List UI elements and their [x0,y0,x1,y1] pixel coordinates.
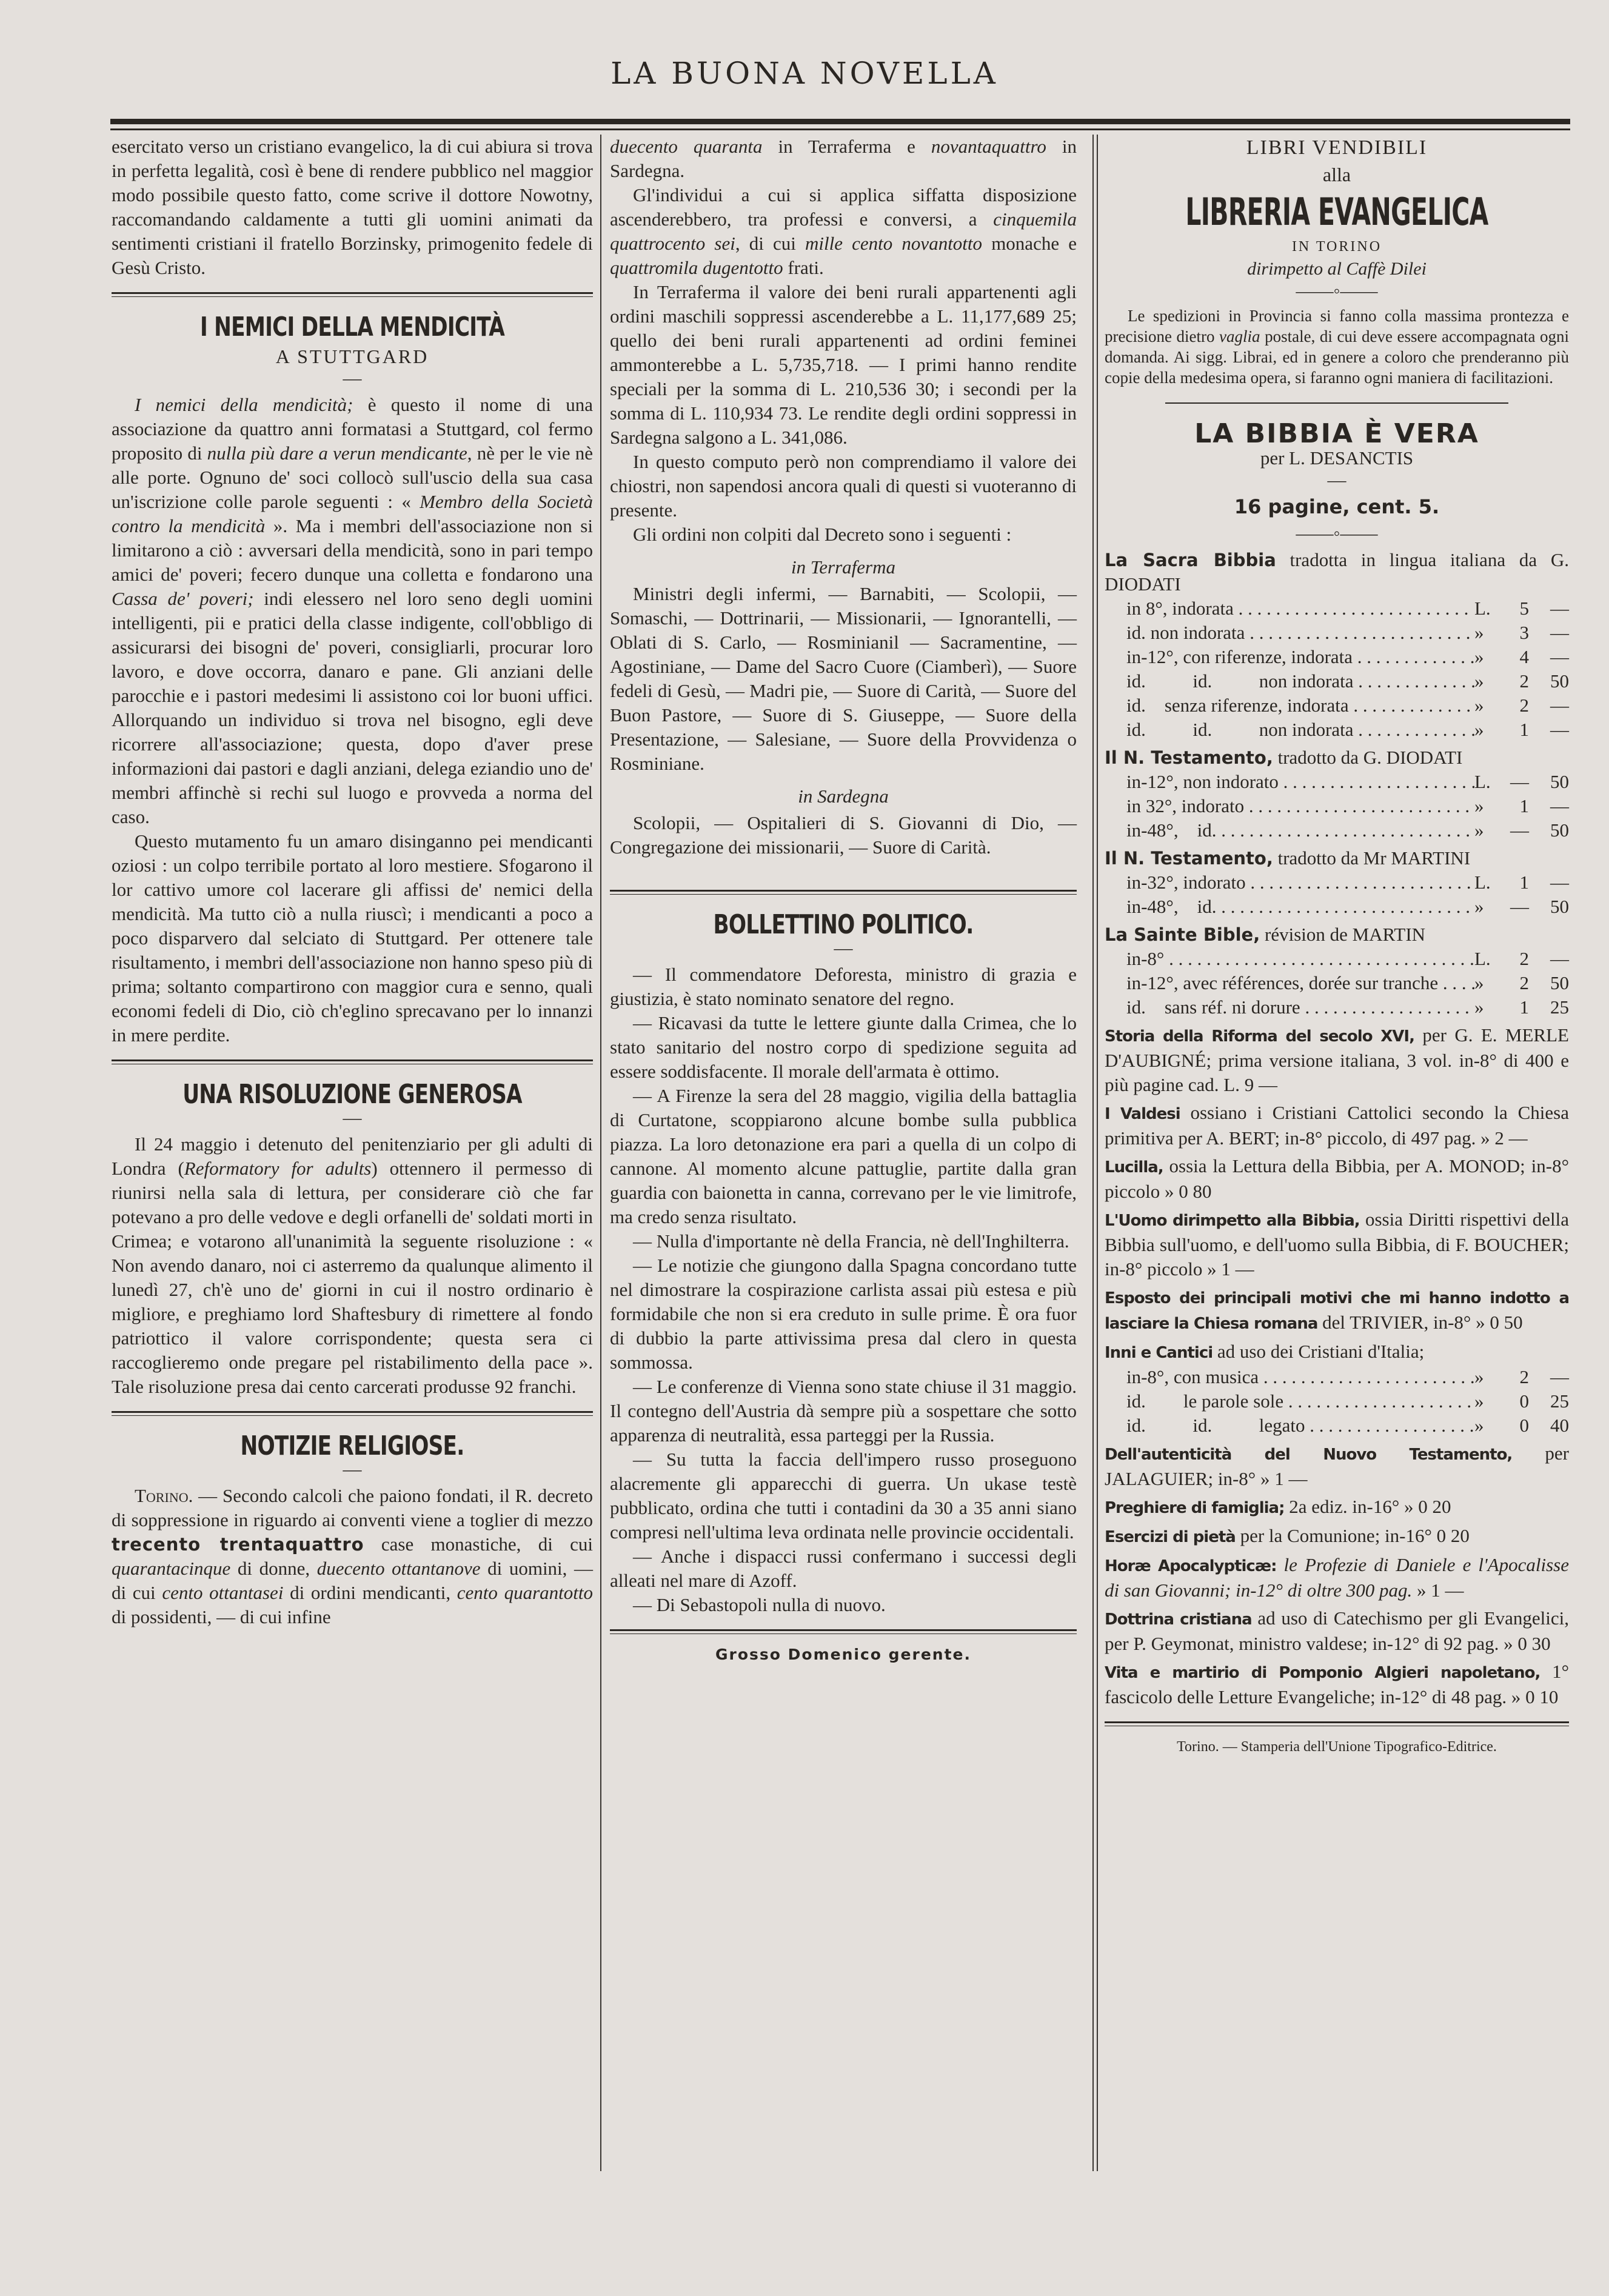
row-label: in-32°, indorato . . . [1126,870,1474,895]
text: postale, di cui deve essere accompagnata ogni domanda. Ai sigg. Librai, ed in genere a coloro che prenderanno più copie della medesima opera, si faranno ogni maniera di facilitazioni. [1105,327,1569,387]
row-currency: » [1165,1181,1174,1202]
book-entry [1105,1495,1569,1520]
price-lire: 2 [1519,948,1529,969]
header-rule [110,119,1570,124]
article-paragraph: Gli ordini non colpiti dal Decreto sono i seguenti : [633,524,1012,545]
price-lire: 2 [1519,695,1529,716]
price-lire: — [1510,896,1529,917]
book-desc: révision de MARTIN [1260,924,1426,945]
book-entry [1105,1207,1569,1281]
price-cent: — [1550,622,1569,643]
emphasis: Cassa de' poveri; [112,588,254,609]
book-desc: tradotto da Mr MARTINI [1273,847,1471,869]
bibbia-title: LA BIBBIA È VERA [1194,418,1479,449]
book-title: Preghiere di famiglia; [1105,1499,1285,1517]
book-desc: ossia la Lettura della Bibbia, per A. MONOD; in-8° piccolo [1105,1155,1569,1202]
divider-ornament: ——◦—— [1296,522,1378,544]
price-lire: 0 [1436,1525,1447,1546]
price-cent: — [1550,1366,1569,1387]
subheading-sardegna: in Sardegna [798,786,889,807]
book-desc: 2a ediz. in-16° [1284,1496,1400,1517]
book-entry [1105,1441,1569,1491]
price-lire: 0 [1490,1312,1499,1333]
price-row [1105,645,1569,669]
price-lire: 0 [1519,1415,1529,1436]
book-entry [1105,1660,1569,1709]
row-label: id. id. non indorata . . . [1126,669,1474,693]
price-lire: 0 [1418,1496,1428,1517]
section-rule [112,292,593,297]
price-row [1105,794,1569,818]
divider-dash: — [343,1458,362,1480]
price-lire: 0 [1179,1181,1188,1202]
book-entry [1105,1023,1569,1097]
row-currency: L. [1223,1074,1240,1095]
row-currency: » [1511,1686,1521,1707]
row-currency: » [1403,1496,1414,1517]
section-title-nemici: I NEMICI DELLA MENDICITÀ [199,312,505,342]
row-label: id. id. legato . . . [1126,1413,1474,1438]
price-cent: 50 [1504,1312,1523,1333]
row-currency: » [1474,1390,1484,1412]
price-lire: 3 [1519,622,1529,643]
price-cent: — [1258,1074,1277,1095]
emphasis: nulla più dare a verun mendicante [207,442,467,464]
price-lire: — [1510,771,1529,792]
emphasis: Reformatory for adults [184,1158,372,1179]
price-row [1105,1413,1569,1438]
price-row [1105,770,1569,794]
section-title-notizie: NOTIZIE RELIGIOSE. [240,1430,464,1461]
masthead: LA BUONA NOVELLA [610,56,999,91]
book-title: Dell'autenticità del Nuovo Testamento, [1105,1446,1513,1464]
row-currency: » [1474,996,1484,1018]
row-label: in 32°, indorato . . . [1126,794,1474,818]
column-divider [1092,135,1094,2171]
book-entry [1105,923,1569,947]
text: Le spedizioni in Provincia si fanno colla massima prontezza e precisione dietro [1105,307,1569,345]
text: indi elessero nel loro seno degli uomini intelligenti, pii e pratici della classe indigente, coll'obbligo di assicurarsi dei bisogni de' poveri, consigliarli, procurar loro lavoro, e dove occorra, danaro e pane. Gli anziani delle parocchie e i pastori medesimi li assistono coi lor buoni uffici. Allorquando un individuo si trova nel bisogno, egli deve ricorrere all'associazione; questa, dopo d'aver prese informazioni dai pastori e dagli anziani, delega eziandio uno de' membri affinchè si rechi sul luogo e provveda a norma del caso. [112,588,593,827]
emphasis: vaglia [1219,327,1260,345]
row-label: in-48°, id. . . . [1126,895,1474,919]
row-currency: » [1474,646,1484,667]
article-paragraph [112,393,593,829]
price-lire: 1 [1519,872,1529,893]
price-row [1105,971,1569,995]
section-rule [112,1411,593,1416]
in-torino: IN TORINO [1291,239,1382,255]
row-currency: » [1474,670,1484,692]
row-currency: » [1474,819,1484,841]
price-lire: 1 [1274,1468,1284,1489]
section-subtitle: A STUTTGARD [275,345,429,367]
book-desc: tradotta in lingua italiana da G. DIODATI [1105,549,1569,595]
price-lire: 1 [1221,1258,1231,1280]
row-currency: L. [1474,771,1491,792]
row-currency: » [1504,1633,1513,1654]
price-row [1105,818,1569,843]
divider-ornament: ——◦—— [1296,280,1378,301]
text: monache e [982,233,1077,254]
row-label: in-48°, id. . . . [1126,818,1474,843]
article-paragraph [610,183,1077,280]
printer-footer: Torino. — Stamperia dell'Unione Tipografico-Editrice. [1177,1739,1497,1755]
emphasis: cento quarantotto [457,1582,593,1603]
row-currency: L. [1474,948,1491,969]
libri-heading: LIBRI VENDIBILI [1246,136,1428,159]
price-lire: 4 [1519,646,1529,667]
text: in Terraferma e [762,136,931,157]
row-label: id. id. non indorata . . . [1126,718,1474,742]
text: Gl'individui a cui si applica siffatta disposizione ascenderebbero, tra professi e conversi, a [610,184,1077,230]
price-cent: — [1550,948,1569,969]
row-currency: » [1474,622,1484,643]
book-desc: ad uso dei Cristiani d'Italia; [1213,1341,1425,1362]
row-currency: » [1474,719,1484,740]
libreria-title: LIBRERIA EVANGELICA [1185,190,1488,234]
price-row [1105,1389,1569,1413]
address-line: dirimpetto al Caffè Dilei [1247,259,1427,279]
price-lire: 1 [1519,719,1529,740]
divider-dash: — [343,367,362,389]
row-currency: » [1260,1468,1270,1489]
news-item: — Le notizie che giungono dalla Spagna concordano tutte nel dimostrare la cospirazione carlista assai più estesa e più formidabile che non si era creduto in sulle prime. È ora fuor di dubbio la parte attivissima presa dal clero in questa sommossa. [610,1255,1077,1373]
text: è questo il nome di una associazione da quattro anni formatasi a Stuttgard, col fermo proposito di [112,394,593,464]
shipping-note [1105,305,1569,388]
price-row [1105,693,1569,718]
row-currency: » [1207,1258,1217,1280]
text: di donne, [230,1558,317,1579]
price-row [1105,947,1569,971]
price-row [1105,669,1569,693]
divider-dash: — [343,1107,362,1128]
row-currency: » [1474,1415,1484,1436]
price-cent: 80 [1193,1181,1212,1202]
price-cent: — [1550,695,1569,716]
price-cent: — [1550,646,1569,667]
emphasis: duecento quaranta [610,136,763,157]
book-entry [1105,746,1569,770]
row-label: in-8° . . . [1126,947,1474,971]
emphasis: quarantacinque [112,1558,231,1579]
emphasis: Membro della Società contro la mendicità [112,491,593,536]
book-title: L'Uomo dirimpetto alla Bibbia, [1105,1212,1360,1230]
section-rule [610,1629,1077,1634]
price-row [1105,995,1569,1020]
book-title: Il N. Testamento, [1105,848,1273,869]
emphasis: novantaquattro [931,136,1046,157]
book-desc: le Profezie di Daniele e l'Apocalisse di san Giovanni; in-12° di oltre 300 pag. [1105,1554,1569,1601]
book-desc: per G. E. MERLE D'AUBIGNÉ; prima versione italiana, 3 vol. in-8° di 400 e più pagine cad. [1105,1024,1569,1095]
row-label: id. non indorata . . . [1126,621,1474,645]
text: frati. [783,257,824,278]
book-desc: per JALAGUIER; in-8° [1105,1443,1569,1489]
text: in Sardegna. [610,136,1077,181]
book-desc: del TRIVIER, in-8° [1317,1312,1471,1333]
book-title: Il N. Testamento, [1105,747,1273,768]
header-rule-thin [110,128,1570,130]
book-title: Storia della Riforma del secolo XVI, [1105,1027,1414,1046]
news-item: — A Firenze la sera del 28 maggio, vigilia della battaglia di Curtatone, scoppiarono alcune bombe sulla pubblica piazza. La loro detonazione era pari a quella di un colpo di cannone. Al momento alcune pattuglie, partite dalla gran guardia con baionetta in canna, correvano per le vie limitrofe, ma credo senza risultato. [610,1085,1077,1227]
row-currency: » [1474,896,1484,917]
news-item: — Ricavasi da tutte le lettere giunte dalla Crimea, che lo stato sanitario del nostro corpo di spedizione seguita ad essere soddisfacente. Il morale dell'armata è ottimo. [610,1012,1077,1082]
row-label: in 8°, indorata . . . [1126,596,1474,621]
price-lire: — [1510,819,1529,841]
book-entry [1105,1606,1569,1656]
price-cent: — [1235,1258,1254,1280]
dateline: Torino. [135,1485,193,1506]
section-title-bollettino: BOLLETTINO POLITICO. [713,909,974,940]
column-divider [1097,135,1098,2171]
emphasis: quattromila dugentotto [610,257,783,278]
text: di possidenti, — di cui infine [112,1606,331,1627]
divider-dash: — [834,937,853,958]
price-row [1105,870,1569,895]
subheading-terraferma: in Terraferma [791,556,895,578]
price-row [1105,1365,1569,1389]
price-lire: 1 [1431,1580,1440,1601]
row-label: in-12°, non indorato . . . [1126,770,1474,794]
book-entry [1105,1340,1569,1365]
news-item: — Anche i dispacci russi confermano i successi degli alleati nel mare di Azoff. [610,1546,1077,1591]
price-lire: 2 [1494,1127,1504,1149]
book-title: Lucilla, [1105,1158,1163,1176]
article-paragraph: In Terraferma il valore dei beni rurali appartenenti agli ordini maschili soppressi ascenderebbe a L. 11,177,689 25; quello dei beni rurali appartenenti ad ordini feminei ammonterebbe a L. 5,735,718. — I primi hanno rendite speciali per la somma di L. 210,536 30; i secondi per la somma di L. 110,934 73. Le rendite degli ordini soppressi in Sardegna salgono a L. 341,086. [610,281,1077,448]
row-currency: » [1474,1366,1484,1387]
price-cent: — [1550,872,1569,893]
text: di uomini, — di cui [112,1558,594,1603]
row-label: in-8°, con musica . . . [1126,1365,1474,1389]
emphasis: I nemici della mendicità; [135,394,353,415]
divider-dash: — [1327,469,1346,490]
price-cent: 25 [1550,1390,1569,1412]
article-paragraph [112,1484,593,1629]
price-cent: 50 [1550,670,1569,692]
row-currency: » [1476,1312,1485,1333]
row-label: id. sans réf. ni dorure . . . [1126,995,1474,1020]
news-item: — Le conferenze di Vienna sono state chiuse il 31 maggio. Il contegno dell'Austria dà sempre più a sospettare che sotto apparenza di neutralità, essa parteggi per la Russia. [610,1376,1077,1446]
gerente-footer: Grosso Domenico gerente. [715,1646,971,1663]
price-cent: 50 [1550,972,1569,993]
price-row [1105,621,1569,645]
text: case monastiche, di cui [364,1533,593,1555]
bold-text: trecento trentaquattro [112,1534,364,1555]
news-item: — Il commendatore Deforesta, ministro di grazia e giustizia, è stato nominato senatore del regno. [610,964,1077,1009]
price-lire: 1 [1519,996,1529,1018]
emphasis: duecento ottantanove [316,1558,481,1579]
text: , di cui [735,233,806,254]
price-row [1105,895,1569,919]
book-entry [1105,1101,1569,1150]
book-entry [1105,846,1569,870]
price-lire: 2 [1519,1366,1529,1387]
price-cent: 40 [1550,1415,1569,1436]
text: — Secondo calcoli che paiono fondati, il R. decreto di soppressione in riguardo ai conventi viene a toglier di mezzo [112,1485,593,1530]
emphasis: cinquemila quattrocento sei [610,209,1077,254]
book-title: Inni e Cantici [1105,1344,1213,1362]
book-entry [1105,1524,1569,1549]
section-rule [1165,402,1508,404]
row-currency: » [1416,1580,1427,1601]
book-desc: 1° fascicolo delle Letture Evangeliche; in-12° di 48 pag. [1105,1661,1569,1707]
row-label: id. le parole sole . . . [1126,1389,1474,1413]
orders-list-terraferma: Ministri degli infermi, — Barnabiti, — Scolopii, — Somaschi, — Dottrinarii, — Missionarii, — Ignorantelli, — Oblati di S. Carlo, — Rosminianil — Sacramentine, — Agostiniane, — Dame del Sacro Cuore (Ciamberì), — Suore fedeli di Gesù, — Madri pie, — Suore di Carità, — Suore del Buon Pastore, — Suore di S. Giuseppe, — Suore della Presentazione, — Salesiane, — Suore della Provvidenza o Rosminiane. [610,583,1077,774]
book-desc: tradotto da G. DIODATI [1273,747,1463,768]
book-entry [1105,1154,1569,1204]
book-title: La Sainte Bible, [1105,924,1260,945]
text: Il 24 maggio i detenuto del penitenziario per gli adulti di Londra ( [112,1133,593,1179]
text: di ordini mendicanti, [283,1582,457,1603]
bibbia-pages: 16 pagine, cent. 5. [1234,495,1440,518]
row-label: id. senza riferenze, indorata . . . [1126,693,1474,718]
text: ) ottennero il permesso di riunirsi nella sala di lettura, per considerare ciò che far potevano a pro delle vedove e degli orfanelli de' soldati morti in Crimea; e votarono all'unanimità la seguente risoluzione : « Non avendo danaro, noi ci asterremo da qualunque alimento il lunedì 27, ch'è uno de' giorni in cui il nostro ordinario è migliore, e preghiamo lord Shaftesbury di rimettere al fondo patriottico il valore corrispondente; questa sera ci raccoglieremo onde pregare pel ristabilimento della pace ». Tale risoluzione presa dai cento carcerati produsse 92 franchi. [112,1158,593,1397]
news-item: — Su tutta la faccia dell'impero russo proseguono alacremente gli apparecchi di guerra. Un ukase testè pubblicato, ordina che tutti i contadini da 30 a 35 anni siano compresi nell'ultima leva ordinata nelle provincie occidentali. [610,1449,1077,1543]
price-cent: — [1288,1468,1308,1489]
price-cent: 30 [1531,1633,1551,1654]
column-divider [600,135,601,2171]
book-title: La Sacra Bibbia [1105,550,1276,570]
price-lire: 2 [1519,972,1529,993]
article-paragraph: Questo mutamento fu un amaro disinganno pei mendicanti oziosi : un colpo terribile portato al loro mestiere. Sfogarono il lor cattivo umore col lacerare gli affissi de' nemici della mendicità. Ma tutto ciò a nulla riuscì; i mendicanti a poco a poco disparvero dal selciato di Stuttgard. Per ottenere tale risultamento, i membri dell'associazione non hanno speso più di prima; soltanto compartirono con maggior cura e senno, quali economi fedeli di Dio, ciò ch'eglino sprecavano per lo innanzi in mere perdite. [112,830,593,1046]
row-currency: » [1474,972,1484,993]
book-title: Horæ Apocalypticæ: [1105,1557,1277,1575]
row-label: in-12°, avec références, dorée sur tranche . . . [1126,971,1474,995]
row-currency: L. [1474,598,1491,619]
column-3 [1105,135,1569,1759]
book-desc: ossia Diritti rispettivi della Bibbia sull'uomo, e dell'uomo sulla Bibbia, di F. BOUCHER; in-8° piccolo [1105,1209,1569,1280]
column-1 [112,135,593,1629]
column-2 [610,135,1077,1667]
price-cent: — [1445,1580,1464,1601]
text: , nè per le vie nè alle porte. Ognuno de' soci collocò sull'uscio della sua casa un'iscrizione colle parole seguenti : « [112,442,593,512]
price-cent: — [1550,719,1569,740]
price-cent: 10 [1539,1686,1559,1707]
price-cent: — [1550,795,1569,816]
price-cent: 25 [1550,996,1569,1018]
row-label: in-12°, con riferenze, indorata . . . [1126,645,1474,669]
book-entry [1105,548,1569,596]
price-lire: 5 [1519,598,1529,619]
text: ». Ma i membri dell'associazione non si limitarono a ciò : avversari della mendicità, sono in pari tempo amici de' poveri; fecero dunque una colletta e fondarono una [112,515,593,585]
section-rule [112,1060,593,1064]
section-rule [1105,1721,1569,1726]
row-currency: L. [1474,872,1491,893]
section-rule [610,890,1077,895]
price-cent: 20 [1432,1496,1451,1517]
price-lire: 0 [1517,1633,1527,1654]
bibbia-author: per L. DESANCTIS [1260,447,1414,469]
book-entry [1105,1553,1569,1603]
row-currency: » [1474,795,1484,816]
price-row [1105,596,1569,621]
emphasis: mille cento novantotto [805,233,983,254]
section-title-risoluzione: UNA RISOLUZIONE GENEROSA [182,1079,522,1110]
emphasis: cento ottantasei [162,1582,284,1603]
price-cent: — [1508,1127,1528,1149]
price-lire: 1 [1519,795,1529,816]
book-title: Esercizi di pietà [1105,1528,1236,1546]
article-paragraph [610,135,1077,183]
book-title: Vita e martirio di Pomponio Algieri napoletano, [1105,1664,1540,1682]
price-lire: 9 [1244,1074,1254,1095]
price-lire: 2 [1519,670,1529,692]
news-item: — Nulla d'importante nè della Francia, nè dell'Inghilterra. [633,1230,1069,1252]
alla-text: alla [1322,164,1351,185]
price-lire: 0 [1525,1686,1535,1707]
price-cent: — [1550,598,1569,619]
row-currency: » [1480,1127,1490,1149]
article-paragraph [112,1132,593,1399]
book-title: Esposto dei principali motivi che mi hanno indotto a lasciare la Chiesa romana [1105,1289,1569,1333]
row-currency: » [1474,695,1484,716]
intro-paragraph: esercitato verso un cristiano evangelico, la di cui abiura si trova in perfetta legalità, così è bene di rendere pubblico nel maggior modo possibile questo fatto, come scrive il dottore Nowotny, raccomandando caldamente a tutti gli uomini animati da sentimenti cristiani il fratello Borzinsky, primogenito fedele di Gesù Cristo. [112,136,593,278]
price-lire: 0 [1519,1390,1529,1412]
book-desc: per la Comunione; in-16° [1235,1525,1432,1546]
price-row [1105,718,1569,742]
article-paragraph: In questo computo però non comprendiamo il valore dei chiostri, non sapendosi ancora quali di questi si vuoteranno di presente. [610,451,1077,521]
orders-list-sardegna: Scolopii, — Ospitalieri di S. Giovanni di Dio, — Congregazione dei missionarii, — Suore di Carità. [610,812,1077,858]
news-item: — Di Sebastopoli nulla di nuovo. [633,1594,886,1615]
book-entry [1105,1285,1569,1336]
price-cent: 50 [1550,819,1569,841]
price-cent: 50 [1550,896,1569,917]
price-cent: 50 [1550,771,1569,792]
book-desc: ad uso di Catechismo per gli Evangelici, per P. Geymonat, ministro valdese; in-12° di 92 pag. [1105,1607,1569,1654]
book-desc: ossiano i Cristiani Cattolici secondo la Chiesa primitiva per A. BERT; in-8° piccolo, di 497 pag. [1105,1102,1569,1149]
price-cent: 20 [1450,1525,1470,1546]
book-title: Dottrina cristiana [1105,1610,1252,1629]
book-title: I Valdesi [1105,1105,1180,1123]
